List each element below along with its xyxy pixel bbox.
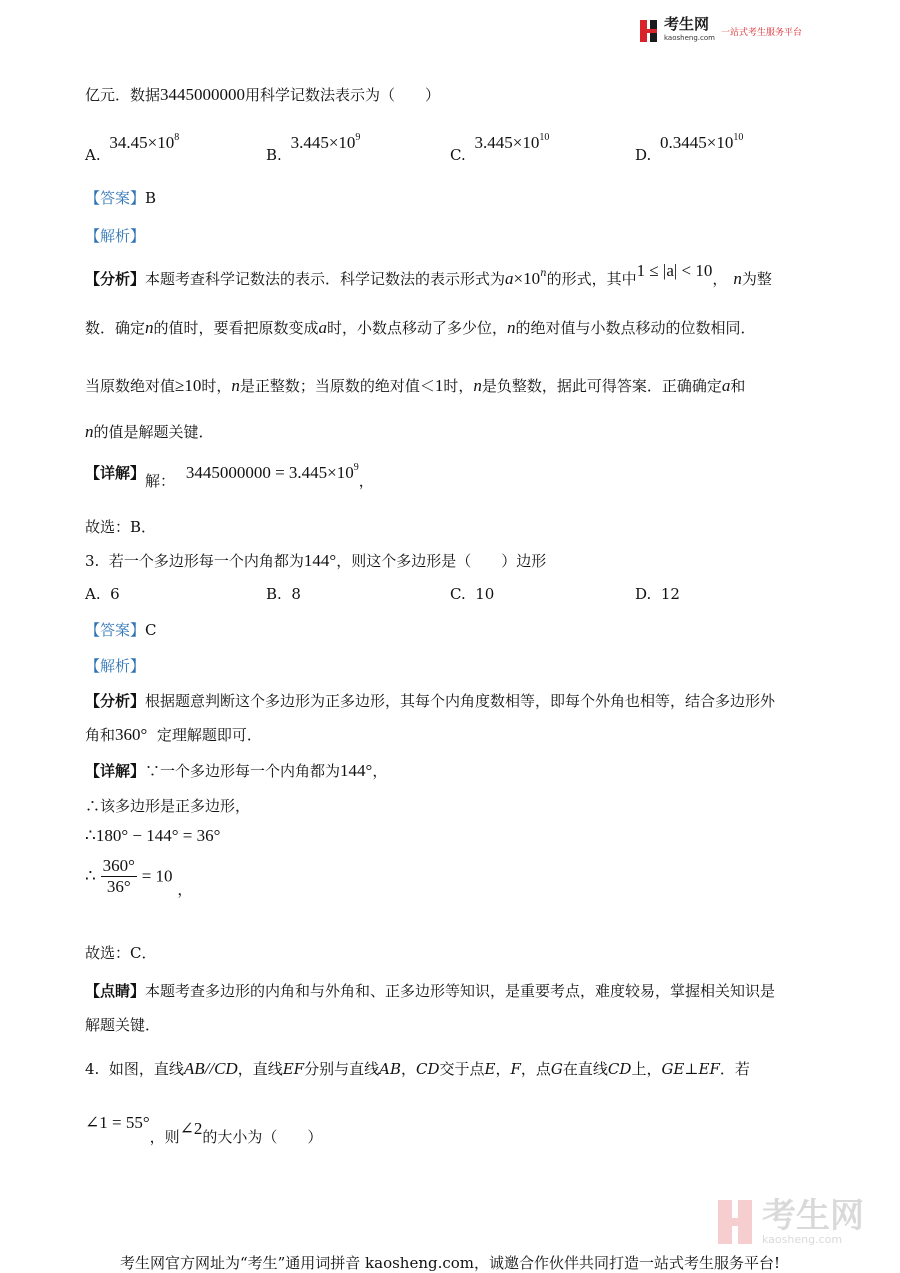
q2-option-d: D. $0.3445\times 10^{10}$ (635, 132, 744, 164)
q2-fenxi-line2: 数．确定n的值时，要看把原数变成a时，小数点移动了多少位，n的绝对值与小数点移动的位数相同． (85, 318, 756, 337)
watermark-domain: kaosheng.com (762, 1233, 843, 1246)
q3-detail-line2: ∴该多边形是正多边形， (85, 797, 251, 815)
q2-fenxi-line4: n的值是解题关键． (85, 422, 214, 441)
q3-analysis-tag: 【解析】 (85, 657, 146, 675)
q4-stem-line2: ∠1 = 55°，则∠2的大小为（ ） (85, 1113, 323, 1146)
q3-option-b: B. 8 (266, 585, 301, 603)
q3-dianjing-line1: 【点睛】本题考查多边形的内角和与外角和、正多边形等知识，是重要考点，难度较易，掌握相关知识是 (85, 982, 776, 1000)
q2-answer: 【答案】B (85, 189, 157, 207)
q2-analysis-tag: 【解析】 (85, 227, 146, 245)
q2-conclusion: 故选：B． (85, 518, 157, 536)
q3-stem: 3. 若一个多边形每一个内角都为144°，则这个多边形是（ ）边形 (85, 551, 547, 570)
q3-option-a: A. 6 (85, 585, 120, 603)
kaosheng-watermark (718, 1198, 864, 1246)
q3-detail-line1: 【详解】∵一个多边形每一个内角都为144°， (85, 761, 388, 780)
q4-stem-line1: 4. 如图，直线AB//CD，直线EF分别与直线AB，CD交于点E，F，点G在直线CD上，GE⊥EF．若 (85, 1059, 750, 1078)
q3-option-c: C. 10 (450, 585, 495, 603)
q2-option-c: C. $3.445\times 10^{10}$ (450, 132, 550, 164)
q3-conclusion: 故选：C． (85, 944, 157, 962)
logo-domain: kaosheng.com (664, 34, 715, 42)
q2-option-a: A. $34.45\times 10^8$ (85, 132, 180, 164)
kaosheng-logo (640, 15, 802, 44)
q2-option-b: B. $3.445\times 10^9$ (266, 132, 361, 164)
q3-fenxi-line1: 【分析】根据题意判断这个多边形为正多边形，其每个内角度数相等，即每个外角也相等，结合多边形外 (85, 692, 776, 710)
logo-text: 考生网 kaosheng.com (664, 17, 715, 45)
kaosheng-logo-icon (640, 20, 660, 42)
q2-fenxi-line1: 【分析】本题考查科学记数法的表示．科学记数法的表示形式为$a\times 10^n$的形式，其中1 ≤ |a| < 10， n为整 (85, 261, 772, 288)
q3-dianjing-line2: 解题关键． (85, 1016, 161, 1034)
q2-stem: 亿元．数据3445000000用科学记数法表示为（ ） (85, 85, 441, 104)
watermark-text: 考生网 kaosheng.com (762, 1196, 864, 1246)
watermark-logo-icon (718, 1200, 756, 1244)
q3-detail-line4: ∴ $\frac{360^\circ}{36^\circ}$ = 10 ， (85, 856, 193, 899)
q3-answer: 【答案】C (85, 621, 157, 639)
q3-fenxi-line2: 角和360° 定理解题即可． (85, 725, 262, 744)
q2-fenxi-line3: 当原数绝对值≥10时，n是正整数；当原数的绝对值＜1时，n是负整数，据此可得答案．正确确定a和 (85, 376, 746, 395)
logo-slogan: 一站式考生服务平台 (720, 27, 802, 38)
q3-fraction: $\frac{360^\circ}{36^\circ}$ (102, 856, 135, 896)
q2-detail: 【详解】解： $3445000000 = 3.445\times 10^9$， (85, 462, 374, 490)
page-footer: 考生网官方网址为“考生”通用词拼音 kaosheng.com，诚邀合作伙伴共同打造一站式考生服务平台! (119, 1254, 781, 1272)
q3-option-d: D. 12 (635, 585, 680, 603)
q3-detail-line3: ∴180° − 144° = 36° (85, 826, 221, 845)
